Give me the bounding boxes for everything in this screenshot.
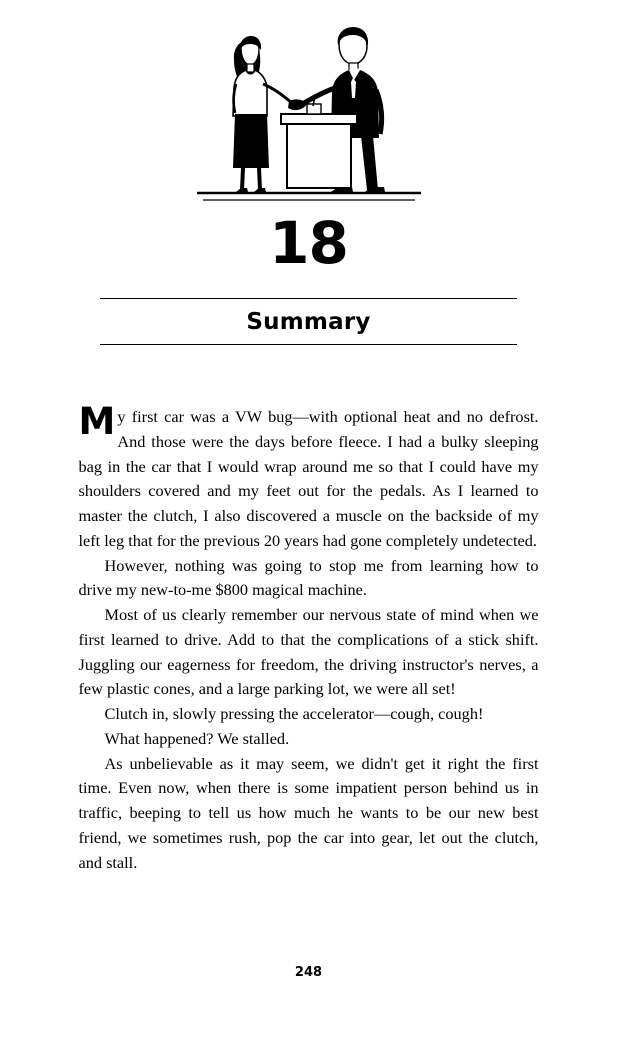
paragraph-1-text: y first car was a VW bug—with optional heat and no defrost. And those were the days before fleece. I had a bulky sleeping bag in the car that I would wrap around me so that I could have my shoulders covered and my feet out for the pedals. As I learned to master the clutch, I also discovered a muscle on the backside of my left leg that for the previous 20 years had gone completely undetected. [78, 407, 539, 550]
book-page [0, 18, 617, 1042]
chapter-number: 18 [269, 209, 348, 277]
chapter-title: Summary [246, 309, 371, 335]
paragraph-3: Most of us clearly remember our nervous state of mind when we first learned to drive. Add to that the complications of a stick shift. Juggling our eagerness for freedom, the driving instructor's nerves, a few plastic cones, and a large parking lot, we were all set! [78, 605, 539, 699]
chapter-title-block [100, 298, 517, 345]
drop-cap: M [78, 400, 116, 443]
handshake-over-desk-icon [189, 18, 429, 208]
page-number: 248 [294, 965, 323, 980]
paragraph-6: As unbelievable as it may seem, we didn't get it right the first time. Even now, when there is some impatient person behind us in traffic, beeping to tell us how much he wants to be our new best friend, we sometimes rush, pop the car into gear, let out the clutch, and stall. [78, 753, 539, 872]
paragraph-5: What happened? We stalled. [104, 728, 290, 748]
paragraph-2: However, nothing was going to stop me from learning how to drive my new-to-me $800 magical machine. [78, 555, 539, 600]
paragraph-1 [78, 400, 539, 554]
chapter-illustration [0, 18, 617, 208]
body-text [79, 345, 539, 876]
paragraph-4: Clutch in, slowly pressing the accelerator—cough, cough! [104, 704, 484, 724]
